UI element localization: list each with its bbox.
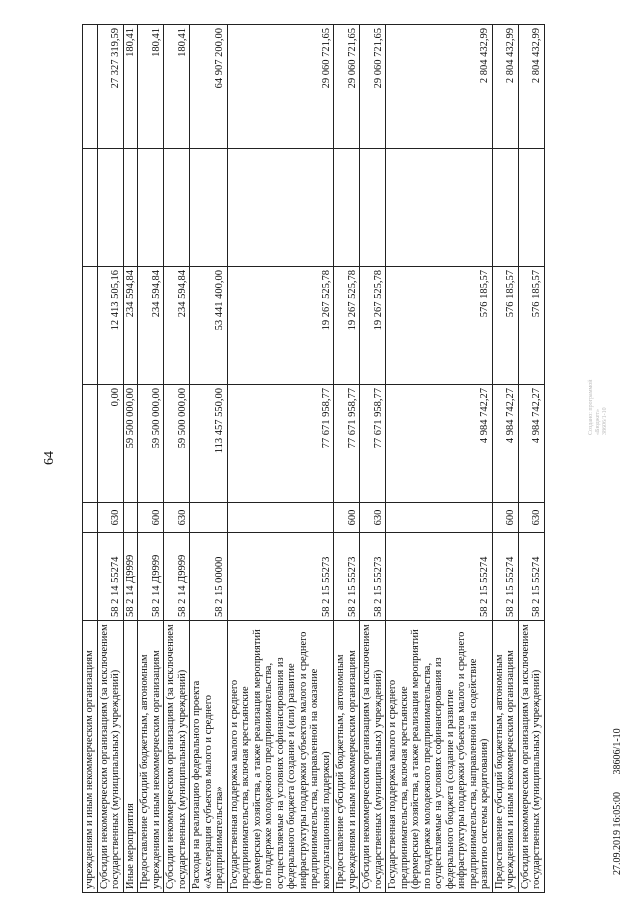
row-value-2-cell: 234 594,84 (123, 267, 138, 385)
row-value-1-cell: 59 500 000,00 (123, 385, 138, 503)
row-value-2-cell: 19 267 525,78 (334, 267, 360, 385)
table-row (138, 25, 164, 893)
page-number: 64 (42, 451, 57, 465)
footer-doc-id: 38606/1-10 (612, 728, 623, 775)
row-code-cell: 58 2 15 55273 (227, 533, 334, 621)
row-value-4-cell: 29 060 721,65 (334, 25, 360, 149)
row-value-1-cell: 4 984 742,27 (518, 385, 544, 503)
row-name-cell: Субсидии некоммерческим организациям (за исключением государственных (муниципальных) учреждений) (97, 621, 123, 893)
row-type-cell: 600 (334, 503, 360, 533)
row-value-1-cell: 113 457 550,00 (190, 385, 228, 503)
row-value-4-cell: 27 327 319,59 (97, 25, 123, 149)
row-value-3-cell (360, 149, 386, 267)
row-name-cell: Иные мероприятия (123, 621, 138, 893)
row-name-cell: Субсидии некоммерческим организациям (за исключением государственных (муниципальных) учреждений) (164, 621, 190, 893)
row-code-cell: 58 2 15 55274 (492, 533, 518, 621)
row-type-cell (190, 503, 228, 533)
row-value-2-cell (83, 267, 98, 385)
row-value-2-cell: 234 594,84 (138, 267, 164, 385)
footer-timestamp: 27.09.2019 16:05:00 (612, 791, 623, 875)
row-name-cell: Субсидии некоммерческим организациям (за исключением государственных (муниципальных) учреждений) (518, 621, 544, 893)
table-row (97, 25, 123, 893)
document-footer (612, 728, 623, 875)
table-row (518, 25, 544, 893)
table-row (492, 25, 518, 893)
row-type-cell: 630 (97, 503, 123, 533)
row-value-1-cell: 4 984 742,27 (492, 385, 518, 503)
row-name-cell: Субсидии некоммерческим организациям (за исключением государственных (муниципальных) учреждений) (360, 621, 386, 893)
row-value-4-cell: 29 060 721,65 (227, 25, 334, 149)
table-body (83, 25, 545, 893)
row-code-cell: 58 2 14 55274 (97, 533, 123, 621)
table-row (83, 25, 98, 893)
row-value-1-cell: 0,00 (97, 385, 123, 503)
row-type-cell (227, 503, 334, 533)
row-value-4-cell (83, 25, 98, 149)
stamp-line-2: 38606/1-10 (602, 407, 608, 435)
row-value-3-cell (83, 149, 98, 267)
table-row (360, 25, 386, 893)
row-value-1-cell: 59 500 000,00 (164, 385, 190, 503)
row-name-cell: учреждениям и иным некоммерческим организациям (83, 621, 98, 893)
table-row (123, 25, 138, 893)
row-value-3-cell (97, 149, 123, 267)
row-code-cell: 58 2 14 Д9999 (138, 533, 164, 621)
row-value-4-cell: 180,41 (123, 25, 138, 149)
row-code-cell: 58 2 14 Д9999 (123, 533, 138, 621)
row-value-4-cell: 2 804 432,99 (386, 25, 493, 149)
row-value-2-cell: 19 267 525,78 (227, 267, 334, 385)
row-name-cell: Предоставление субсидий бюджетным, автономным учреждениям и иным некоммерческим организациям (334, 621, 360, 893)
row-value-1-cell: 77 671 958,77 (360, 385, 386, 503)
row-value-3-cell (138, 149, 164, 267)
row-type-cell: 600 (492, 503, 518, 533)
row-value-3-cell (190, 149, 228, 267)
row-code-cell (83, 533, 98, 621)
row-type-cell: 630 (518, 503, 544, 533)
faint-stamp (588, 355, 609, 435)
row-value-3-cell (123, 149, 138, 267)
row-type-cell: 630 (164, 503, 190, 533)
table-row (334, 25, 360, 893)
row-name-cell: Предоставление субсидий бюджетным, автономным учреждениям и иным некоммерческим организациям (138, 621, 164, 893)
row-value-4-cell: 2 804 432,99 (492, 25, 518, 149)
table-row (190, 25, 228, 893)
row-code-cell: 58 2 15 55273 (334, 533, 360, 621)
row-value-4-cell: 64 907 200,00 (190, 25, 228, 149)
row-value-2-cell: 576 185,57 (386, 267, 493, 385)
row-value-3-cell (334, 149, 360, 267)
row-value-4-cell: 180,41 (164, 25, 190, 149)
row-value-3-cell (227, 149, 334, 267)
row-type-cell (123, 503, 138, 533)
row-value-2-cell: 53 441 400,00 (190, 267, 228, 385)
row-value-4-cell: 2 804 432,99 (518, 25, 544, 149)
row-value-2-cell: 576 185,57 (518, 267, 544, 385)
row-type-cell (83, 503, 98, 533)
row-type-cell: 600 (138, 503, 164, 533)
row-code-cell: 58 2 14 Д9999 (164, 533, 190, 621)
row-value-3-cell (164, 149, 190, 267)
row-name-cell: Государственная поддержка малого и среднего предпринимательства, включая крестьянские (фермерские) хозяйства, а также реализация мероприятий по поддержке молодежного предпринимательства, осуществляемые на условиях софинансирования из федерального бюджета (создание и развитие инфраструктуры поддержки субъектов малого и среднего предпринимательства, направленной на содействие развитию системы кредитования) (386, 621, 493, 893)
row-value-1-cell: 59 500 000,00 (138, 385, 164, 503)
row-value-1-cell (83, 385, 98, 503)
row-name-cell: Государственная поддержка малого и среднего предпринимательства, включая крестьянские (фермерские) хозяйства, а также реализация мероприятий по поддержке молодежного предпринимательства, осуществляемые на условиях софинансирования из федерального бюджета (создание и (или) развитие инфраструктуры поддержки субъектов малого и среднего предпринимательства, направленной на оказание консультационной поддержки) (227, 621, 334, 893)
row-value-1-cell: 77 671 958,77 (227, 385, 334, 503)
row-type-cell: 630 (360, 503, 386, 533)
table-row (227, 25, 334, 893)
row-name-cell: Предоставление субсидий бюджетным, автономным учреждениям и иным некоммерческим организациям (492, 621, 518, 893)
row-code-cell: 58 2 15 00000 (190, 533, 228, 621)
table-row (164, 25, 190, 893)
row-value-4-cell: 180,41 (138, 25, 164, 149)
row-code-cell: 58 2 15 55274 (518, 533, 544, 621)
row-code-cell: 58 2 15 55274 (386, 533, 493, 621)
row-value-3-cell (492, 149, 518, 267)
row-type-cell (386, 503, 493, 533)
row-value-2-cell: 12 413 505,16 (97, 267, 123, 385)
row-value-2-cell: 576 185,57 (492, 267, 518, 385)
row-name-cell: Расходы на реализацию федерального проекта «Акселерация субъектов малого и среднего предпринимательства» (190, 621, 228, 893)
row-code-cell: 58 2 15 55273 (360, 533, 386, 621)
table-row (386, 25, 493, 893)
row-value-3-cell (518, 149, 544, 267)
row-value-4-cell: 29 060 721,65 (360, 25, 386, 149)
row-value-2-cell: 19 267 525,78 (360, 267, 386, 385)
row-value-3-cell (386, 149, 493, 267)
stamp-line-1: Создано: программой «Бюджет» (588, 379, 601, 435)
row-value-1-cell: 4 984 742,27 (386, 385, 493, 503)
budget-table (82, 24, 545, 893)
row-value-1-cell: 77 671 958,77 (334, 385, 360, 503)
row-value-2-cell: 234 594,84 (164, 267, 190, 385)
